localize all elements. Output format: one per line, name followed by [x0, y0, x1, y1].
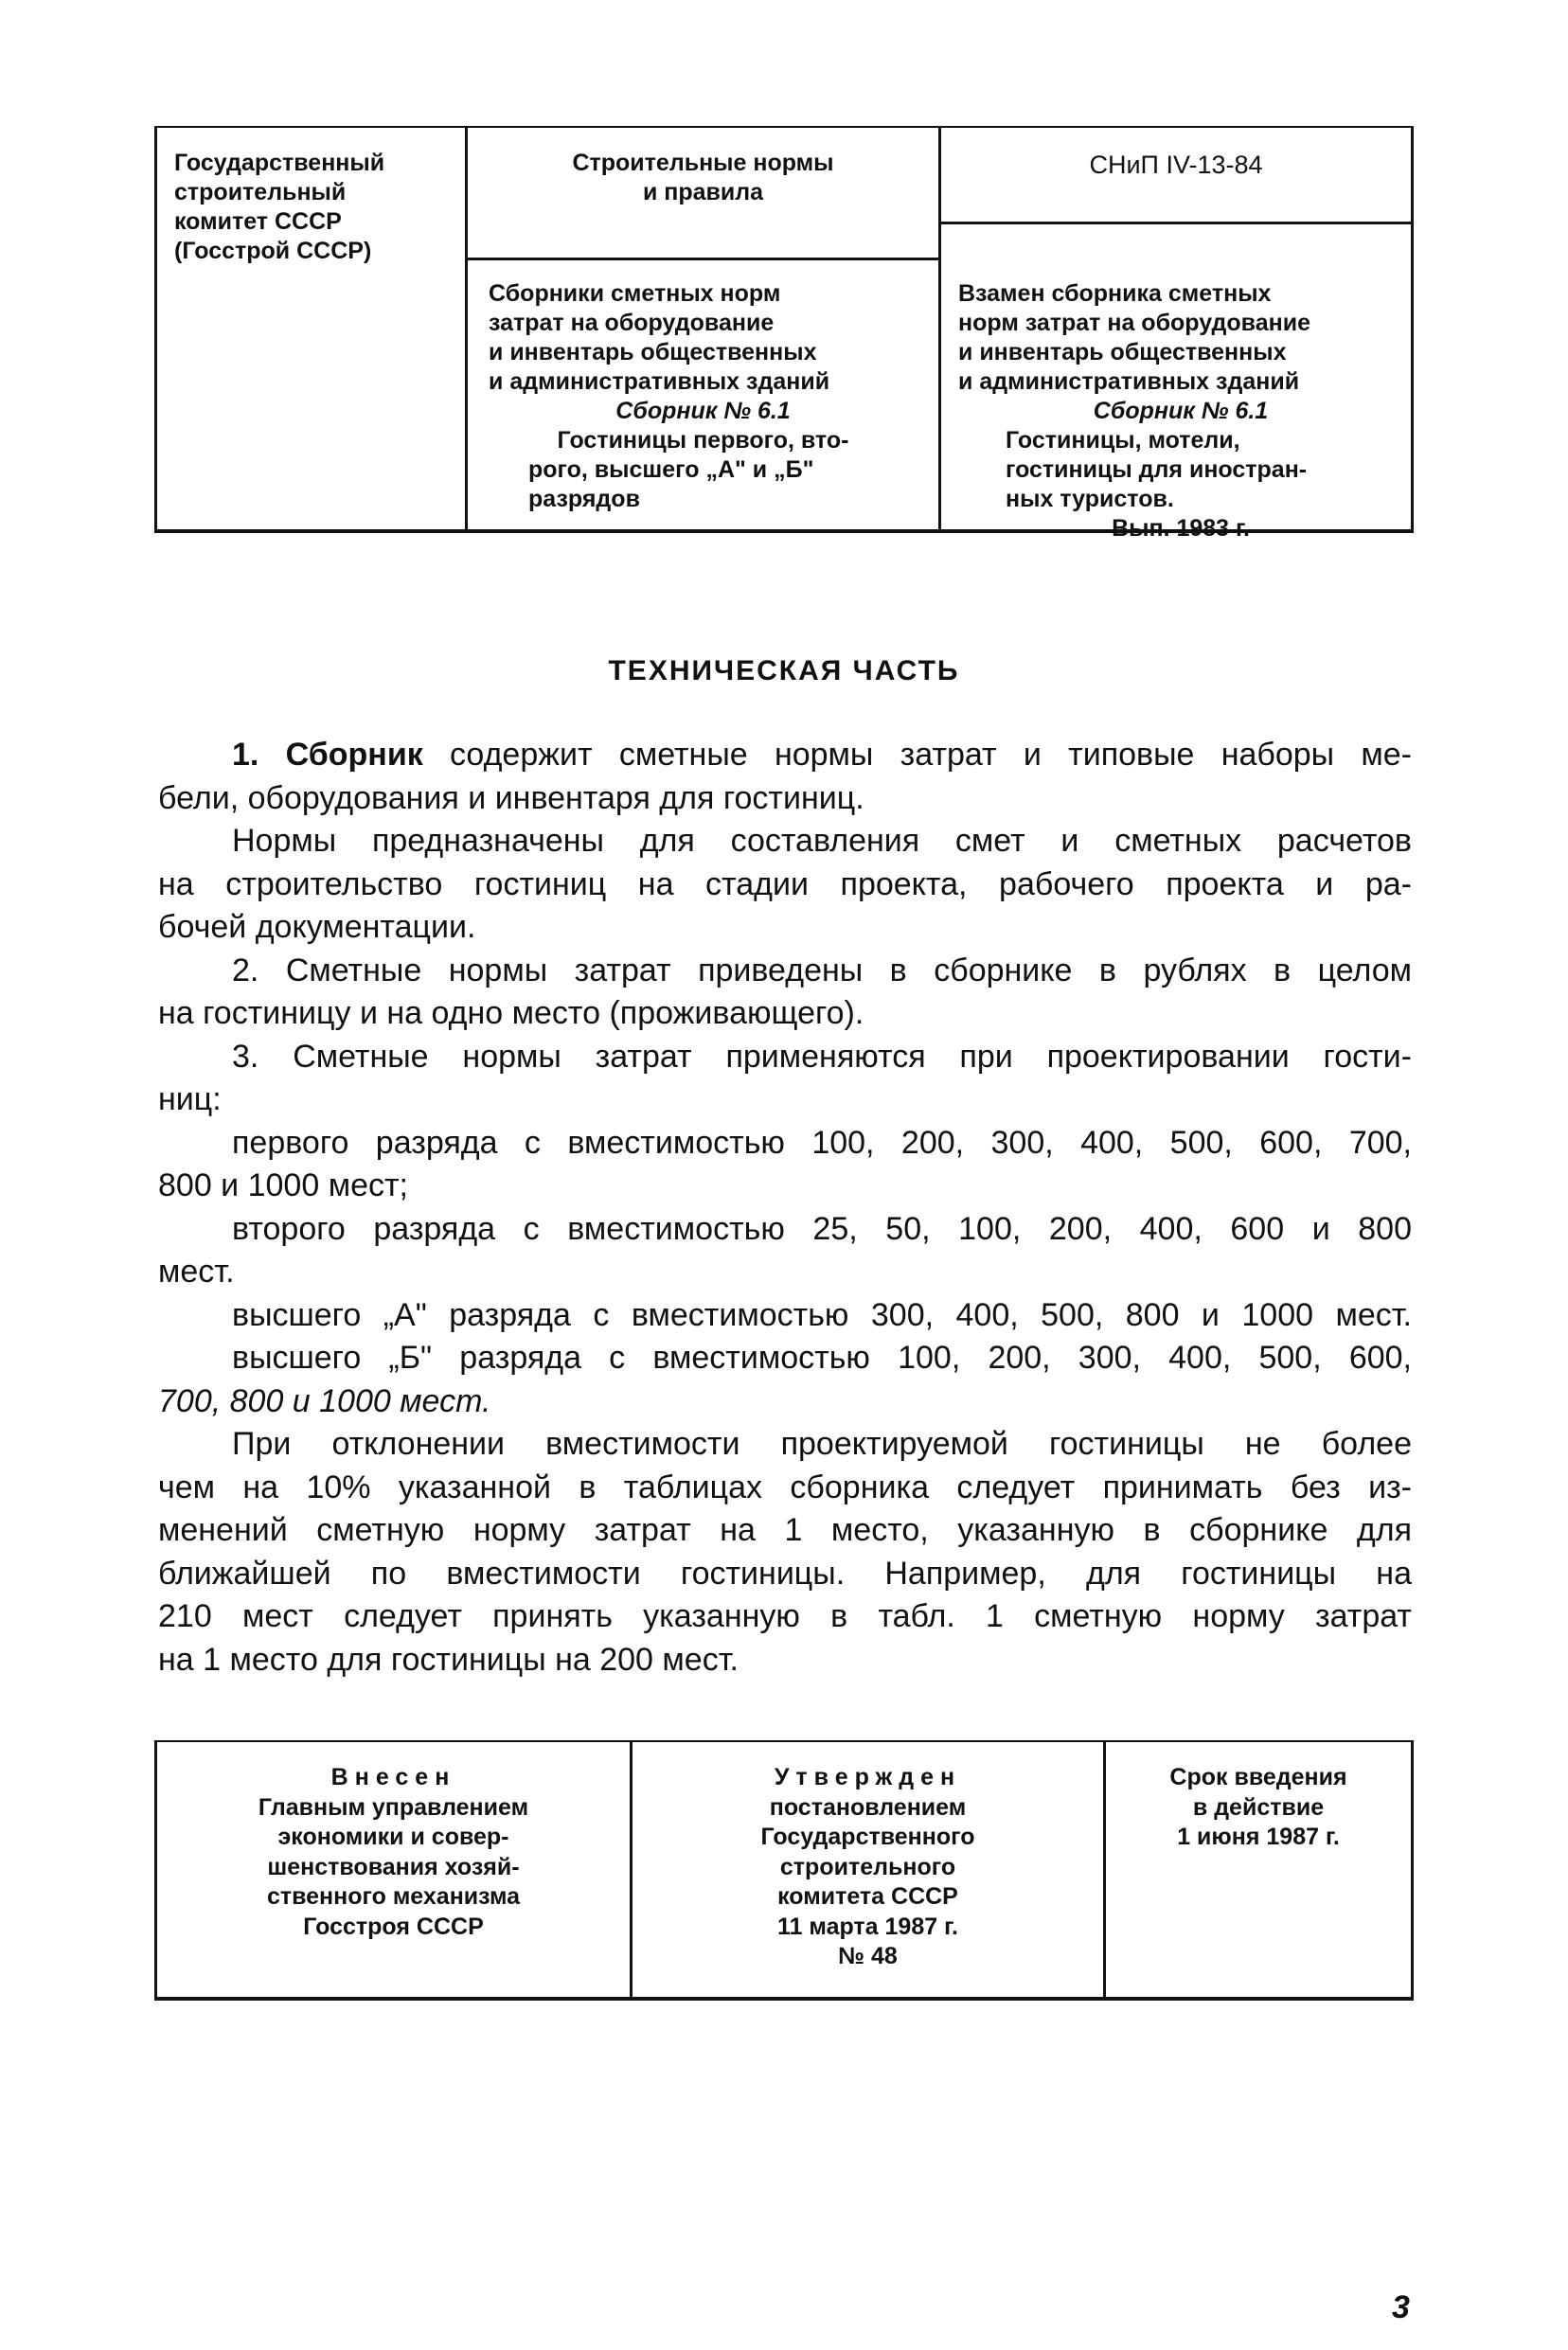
issuer-line: Государственный [174, 150, 385, 176]
text-line: на 1 место для гостиницы на 200 мест. [158, 1641, 739, 1678]
approved-line: № 48 [838, 1943, 898, 1969]
replaces-line: норм затрат на оборудование [958, 310, 1310, 336]
approval-table [154, 1740, 1414, 2001]
text-line: 700, 800 и 1000 мест. [158, 1382, 491, 1419]
doc-type-cell [468, 128, 941, 260]
clause-number: 1. [232, 737, 259, 773]
doc-type-line: и правила [642, 179, 764, 205]
text-line: При отклонении вместимости проектируемой гостиницы не более [232, 1426, 1412, 1462]
collection-subject-line: Гостиницы первого, вто- [557, 427, 849, 454]
header-table [154, 126, 1414, 542]
replaces-line: Взамен сборника сметных [958, 280, 1272, 307]
effective-label-line: в действие [1192, 1793, 1325, 1821]
collection-line: и инвентарь общественных [489, 339, 817, 365]
introduced-line: шенствования хозяй- [267, 1853, 520, 1880]
approved-line: 11 марта 1987 г. [777, 1913, 958, 1940]
text-line: Нормы предназначены для составления смет и сметных расчетов [232, 823, 1412, 859]
introduced-cell [157, 1742, 633, 1997]
replaces-subject-line: гостиницы для иностран- [1006, 456, 1308, 483]
technical-part-text [158, 734, 1412, 1682]
collection-subject-line: рого, высшего „А" и „Б" [528, 456, 814, 483]
issuer-cell [157, 128, 468, 529]
issuer-line: (Госстрой СССР) [174, 238, 372, 264]
page-number: 3 [1392, 2289, 1410, 2325]
approved-label: Утвержден [774, 1764, 962, 1790]
collection-subject-line: разрядов [528, 486, 640, 512]
replaces-line: и административных зданий [958, 368, 1300, 395]
introduced-line: Госстроя СССР [303, 1913, 484, 1940]
text-line: 2. Сметные нормы затрат приведены в сборнике в рублях в целом [232, 952, 1412, 988]
replaces-subject-line: Гостиницы, мотели, [1006, 427, 1240, 454]
text-line: на строительство гостиниц на стадии проекта, рабочего проекта и ра- [158, 865, 1412, 902]
text-line: ниц: [158, 1081, 222, 1117]
approved-line: Государственного [760, 1824, 975, 1850]
text-line: высшего „А" разряда с вместимостью 300, 400, 500, 800 и 1000 мест. [232, 1296, 1412, 1333]
issuer-line: строительный [174, 179, 347, 205]
introduced-line: ственного механизма [266, 1883, 521, 1910]
text-line: 800 и 1000 мест; [158, 1167, 408, 1203]
effective-date: 1 июня 1987 г. [1177, 1824, 1340, 1850]
introduced-line: Главным управлением [258, 1793, 529, 1821]
text-line: мест. [158, 1254, 235, 1290]
doc-code: СНиП IV-13-84 [1089, 151, 1263, 179]
doc-type-line: Строительные нормы [572, 150, 834, 176]
replaces-line: и инвентарь общественных [958, 339, 1287, 365]
collection-cell [468, 260, 941, 529]
issuer-line: комитет СССР [174, 208, 342, 235]
text-line: ближайшей по вместимости гостиницы. Например, для гостиницы на [158, 1555, 1412, 1592]
approved-cell [633, 1742, 1106, 1997]
section-title: ТЕХНИЧЕСКАЯ ЧАСТЬ [608, 655, 960, 686]
effective-label-line: Срок введения [1169, 1764, 1347, 1790]
introduced-line: экономики и совер- [277, 1824, 509, 1850]
doc-code-cell [941, 128, 1411, 224]
text-line: второго разряда с вместимостью 25, 50, 100, 200, 400, 600 и 800 [232, 1210, 1412, 1247]
text-line: высшего „Б" разряда с вместимостью 100, 200, 300, 400, 500, 600, [232, 1340, 1412, 1376]
text-line: чем на 10% указанной в таблицах сборника следует принимать без из- [158, 1469, 1412, 1505]
approved-line: комитета СССР [777, 1883, 958, 1910]
approved-line: постановлением [769, 1793, 967, 1821]
effective-date-cell [1106, 1742, 1411, 1997]
collection-line: затрат на оборудование [489, 310, 775, 336]
approved-line: строительного [779, 1853, 956, 1880]
replaces-issue: Вып. 1983 г. [1112, 515, 1250, 542]
collection-number: Сборник № 6.1 [615, 398, 791, 424]
replaces-cell [941, 224, 1411, 542]
replaces-subject-line: ных туристов. [1006, 486, 1174, 512]
collection-line: и административных зданий [489, 368, 830, 395]
collection-line: Сборники сметных норм [489, 280, 781, 307]
text-line [158, 734, 1412, 777]
text-fragment: содержит сметные нормы затрат и типовые наборы ме- [450, 737, 1412, 773]
text-line: бели, оборудования и инвентаря для гостиниц. [158, 779, 864, 816]
text-line: менений сметную норму затрат на 1 место, указанную в сборнике для [158, 1512, 1412, 1548]
text-line: на гостиницу и на одно место (проживающего). [158, 995, 864, 1031]
text-line: первого разряда с вместимостью 100, 200, 300, 400, 500, 600, 700, [232, 1124, 1412, 1161]
text-line: 3. Сметные нормы затрат применяются при проектировании гости- [232, 1038, 1412, 1075]
text-line: 210 мест следует принять указанную в табл. 1 сметную норму затрат [158, 1598, 1412, 1634]
clause-lead-word: Сборник [285, 737, 423, 773]
replaces-number: Сборник № 6.1 [1093, 398, 1269, 424]
text-line: бочей документации. [158, 909, 476, 945]
introduced-label: Внесен [330, 1764, 456, 1790]
